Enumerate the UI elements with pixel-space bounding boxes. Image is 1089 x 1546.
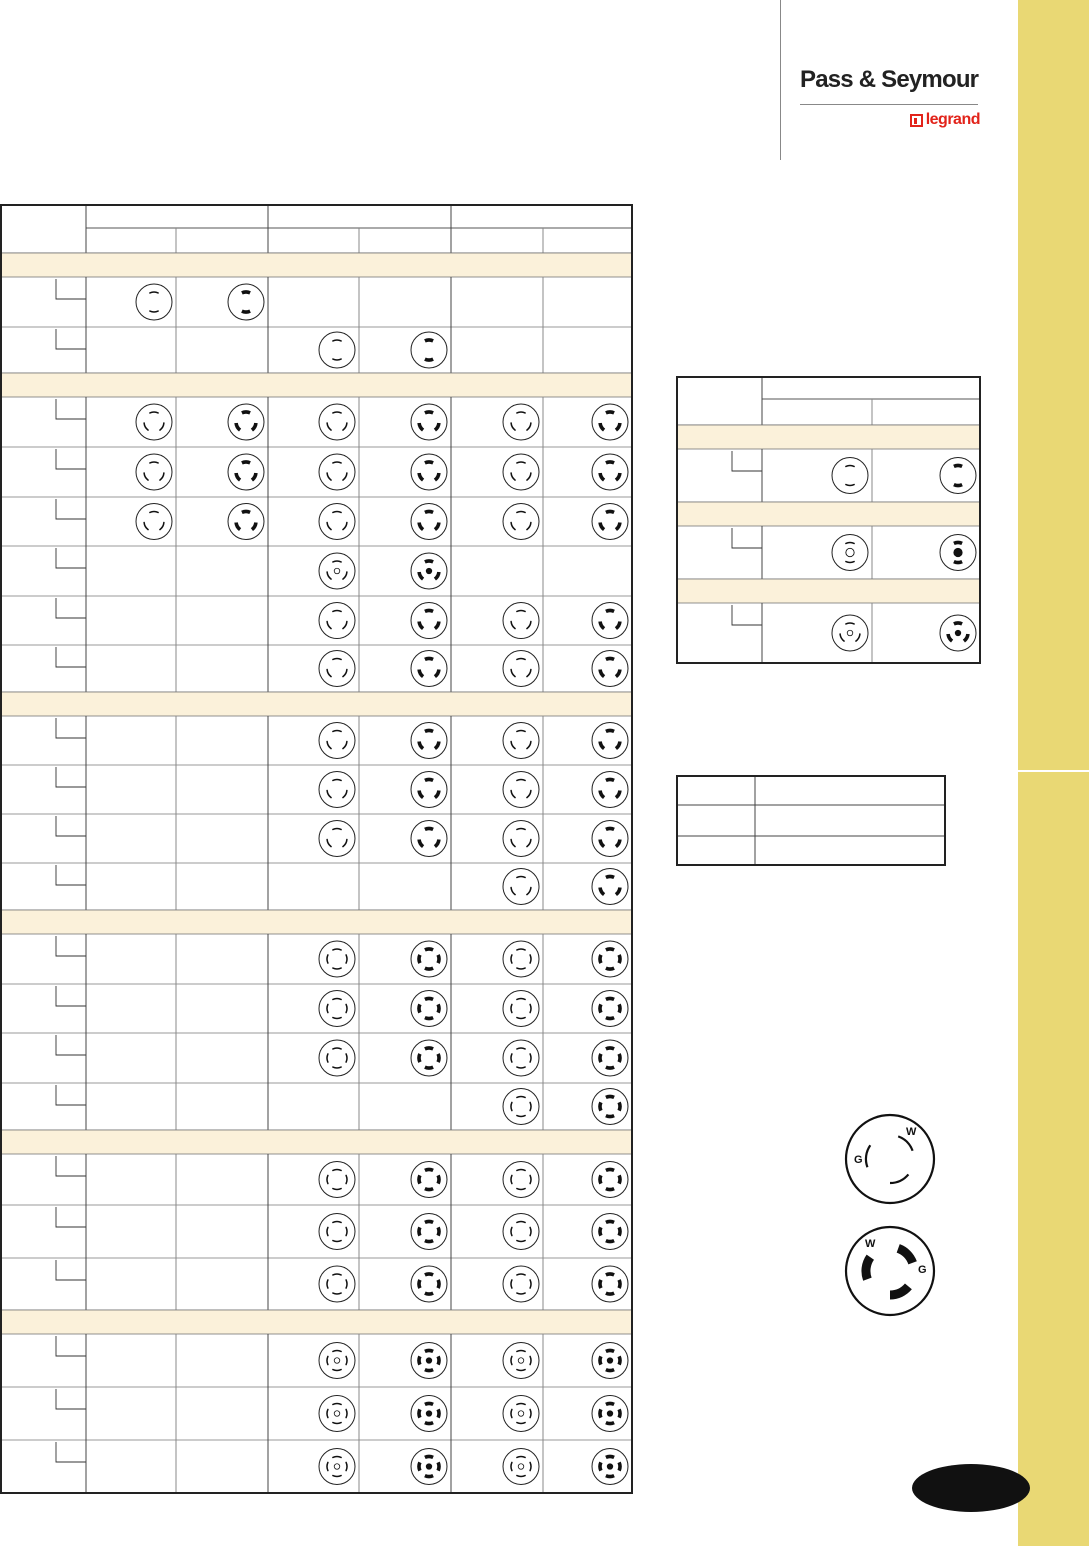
receptacle-face-icon [503,821,539,857]
plug-face-icon [592,1040,628,1076]
table-row [1,863,632,910]
receptacle-face-icon [503,1214,539,1250]
plug-face-icon [592,1396,628,1432]
plug-face-icon [411,723,447,759]
rating-tab-marker [56,449,86,469]
legrand-wordmark: legrand [925,111,980,128]
special-configuration-table [677,377,980,663]
rating-tab-marker [732,605,762,625]
rating-tab-marker [732,528,762,548]
table-row [1,814,632,863]
receptacle-face-icon [503,404,539,440]
section-band [677,425,980,449]
brand-name: Pass & Seymour [800,66,979,93]
plug-face-icon [592,404,628,440]
plug-face-icon [411,772,447,808]
section-band [1,253,632,277]
receptacle-face-icon [136,454,172,490]
ground-label: G [854,1154,863,1166]
plug-face-icon [592,651,628,687]
receptacle-face-icon [503,1343,539,1379]
rating-tab-marker [56,1260,86,1280]
receptacle-face-icon [503,869,539,905]
rating-tab-marker [56,1207,86,1227]
page-number-badge [912,1464,1030,1512]
plug-face-icon [411,1162,447,1198]
wire-legend-table [677,776,945,865]
plug-face-icon [228,284,264,320]
receptacle-face-icon [319,651,355,687]
plug-face-icon [592,1266,628,1302]
table-row [1,1334,632,1387]
table-row [1,716,632,765]
plug-face-icon [592,1089,628,1125]
table-row [1,1083,632,1130]
receptacle-face-icon [136,504,172,540]
receptacle-face-icon [503,991,539,1027]
plug-face-icon [592,1162,628,1198]
plug-face-icon [228,454,264,490]
receptacle-face-icon [503,1162,539,1198]
rating-tab-marker [56,598,86,618]
rating-tab-marker [56,647,86,667]
plug-face-icon [411,821,447,857]
table-row [1,645,632,692]
plug-face-icon [228,404,264,440]
rating-tab-marker [56,548,86,568]
plug-face-icon [411,332,447,368]
table-row [1,447,632,497]
receptacle-face-icon [503,454,539,490]
plug-face-icon [411,504,447,540]
table-row [1,1154,632,1205]
rating-tab-marker [56,329,86,349]
receptacle-face-icon [503,1040,539,1076]
table-row [1,1205,632,1258]
table-row [1,1033,632,1083]
receptacle-face-icon [319,1214,355,1250]
section-band [1,1130,632,1154]
plug-face-icon [592,821,628,857]
receptacle-face-icon [319,553,355,589]
receptacle-face-icon [319,1396,355,1432]
table-row [1,984,632,1033]
plug-face-icon [411,1396,447,1432]
receptacle-face-icon [319,1266,355,1302]
table-row [1,1258,632,1310]
plug-face-icon [592,772,628,808]
receptacle-face-icon [319,991,355,1027]
table-row [1,1387,632,1440]
receptacle-face-icon [319,1162,355,1198]
receptacle-face-icon [832,615,868,651]
plug-face-icon [411,553,447,589]
table-row [1,497,632,546]
plug-face-icon [592,991,628,1027]
rating-tab-marker [56,816,86,836]
receptacle-face-icon [319,772,355,808]
plug-face-icon [411,1343,447,1379]
rating-tab-marker [56,1336,86,1356]
section-band [1,373,632,397]
table-row [1,765,632,814]
receptacle-face-icon [503,1396,539,1432]
receptacle-face-icon [503,1089,539,1125]
receptacle-face-icon [319,603,355,639]
table-row [677,603,980,663]
plug-face-icon [411,1266,447,1302]
receptacle-face-icon [319,1449,355,1485]
section-band [1,1310,632,1334]
plug-face-icon [940,458,976,494]
rating-tab-marker [56,865,86,885]
receptacle-face-icon [319,332,355,368]
rating-tab-marker [56,279,86,299]
plug-face-icon [411,1449,447,1485]
rating-tab-marker [732,451,762,471]
plug-face-icon [592,603,628,639]
receptacle-face-icon [319,941,355,977]
plug-face-icon [592,723,628,759]
rating-tab-marker [56,399,86,419]
plug-face-icon [592,1343,628,1379]
table-row [1,327,632,373]
plug-face-icon [940,535,976,571]
plug-face-icon [592,504,628,540]
receptacle-face-large-icon [846,1115,934,1203]
receptacle-face-icon [503,1449,539,1485]
plug-face-icon [411,651,447,687]
plug-face-icon [228,504,264,540]
receptacle-face-icon [503,772,539,808]
plug-face-icon [940,615,976,651]
table-row [1,596,632,645]
plug-face-icon [592,869,628,905]
plug-face-icon [411,1040,447,1076]
receptacle-face-icon [503,603,539,639]
rating-tab-marker [56,767,86,787]
receptacle-face-icon [832,458,868,494]
receptacle-face-icon [136,404,172,440]
table-border [1,205,632,1493]
table-row [1,277,632,327]
neutral-label: W [906,1126,917,1138]
table-row [1,934,632,984]
plug-face-icon [411,991,447,1027]
plug-face-icon [592,454,628,490]
receptacle-face-icon [319,1343,355,1379]
receptacle-face-icon [136,284,172,320]
receptacle-face-icon [319,821,355,857]
table-row [1,1440,632,1493]
rating-tab-marker [56,936,86,956]
plug-face-large-icon [846,1227,934,1315]
plug-face-icon [592,1214,628,1250]
receptacle-face-icon [319,1040,355,1076]
rating-tab-marker [56,499,86,519]
plug-face-icon [411,454,447,490]
table-row [1,397,632,447]
plug-face-icon [592,941,628,977]
rating-tab-marker [56,1389,86,1409]
table-row [1,546,632,596]
receptacle-face-icon [832,535,868,571]
plug-face-icon [411,941,447,977]
neutral-label: W [865,1238,876,1250]
receptacle-face-icon [319,404,355,440]
main-configuration-table [1,205,632,1493]
receptacle-face-icon [503,651,539,687]
receptacle-face-icon [319,723,355,759]
receptacle-face-icon [319,504,355,540]
plug-face-icon [592,1449,628,1485]
receptacle-face-icon [319,454,355,490]
receptacle-face-icon [503,1266,539,1302]
receptacle-face-icon [503,941,539,977]
rating-tab-marker [56,1035,86,1055]
section-band [1,910,632,934]
receptacle-face-icon [503,504,539,540]
section-band [677,502,980,526]
section-band [677,579,980,603]
rating-tab-marker [56,1085,86,1105]
ground-label: G [918,1264,927,1276]
plug-face-icon [411,404,447,440]
section-band [1,692,632,716]
rating-tab-marker [56,986,86,1006]
table-row [677,449,980,502]
receptacle-face-icon [503,723,539,759]
rating-tab-marker [56,718,86,738]
legend-border [677,776,945,865]
rating-tab-marker [56,1442,86,1462]
plug-face-icon [411,603,447,639]
rating-tab-marker [56,1156,86,1176]
plug-face-icon [411,1214,447,1250]
table-row [677,526,980,579]
